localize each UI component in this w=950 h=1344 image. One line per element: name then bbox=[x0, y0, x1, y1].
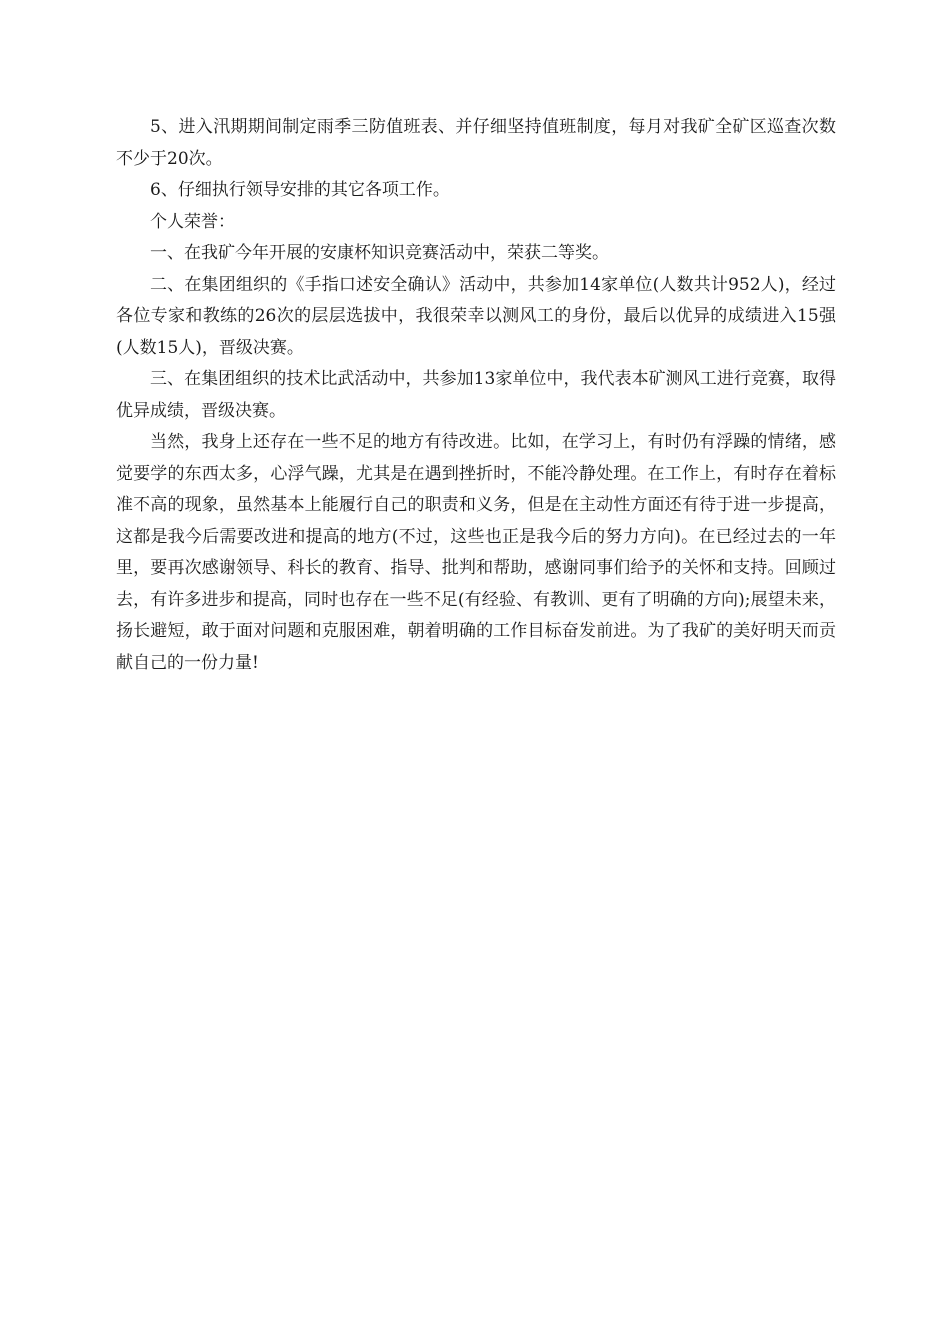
document-body bbox=[116, 112, 836, 679]
paragraph-other-tasks: 6、仔细执行领导安排的其它各项工作。 bbox=[150, 180, 450, 200]
paragraph-honor-2: 二、在集团组织的《手指口述安全确认》活动中，共参加14家单位(人数共计952人)，经过各位专家和教练的26次的层层选拔中，我很荣幸以测风工的身份，最后以优异的成绩进入15强(人数15人)，晋级决赛。 bbox=[116, 274, 836, 358]
paragraph-self-assessment: 当然，我身上还存在一些不足的地方有待改进。比如，在学习上，有时仍有浮躁的情绪，感觉要学的东西太多，心浮气躁，尤其是在遇到挫折时，不能冷静处理。在工作上，有时存在着标准不高的现象，虽然基本上能履行自己的职责和义务，但是在主动性方面还有待于进一步提高，这都是我今后需要改进和提高的地方(不过，这些也正是我今后的努力方向)。在已经过去的一年里，要再次感谢领导、科长的教育、指导、批判和帮助，感谢同事们给予的关怀和支持。回顾过去，有许多进步和提高，同时也存在一些不足(有经验、有教训、更有了明确的方向);展望未来，扬长避短，敢于面对问题和克服困难，朝着明确的工作目标奋发前进。为了我矿的美好明天而贡献自己的一份力量! bbox=[116, 432, 836, 673]
paragraph-honor-1: 一、在我矿今年开展的安康杯知识竞赛活动中，荣获二等奖。 bbox=[150, 243, 609, 263]
paragraph-honor-3: 三、在集团组织的技术比武活动中，共参加13家单位中，我代表本矿测风工进行竞赛，取得优异成绩，晋级决赛。 bbox=[116, 369, 836, 421]
paragraph-honors-heading: 个人荣誉： bbox=[150, 211, 235, 232]
paragraph-flood-duty: 5、进入汛期期间制定雨季三防值班表、并仔细坚持值班制度，每月对我矿全矿区巡查次数不少于20次。 bbox=[116, 117, 836, 169]
